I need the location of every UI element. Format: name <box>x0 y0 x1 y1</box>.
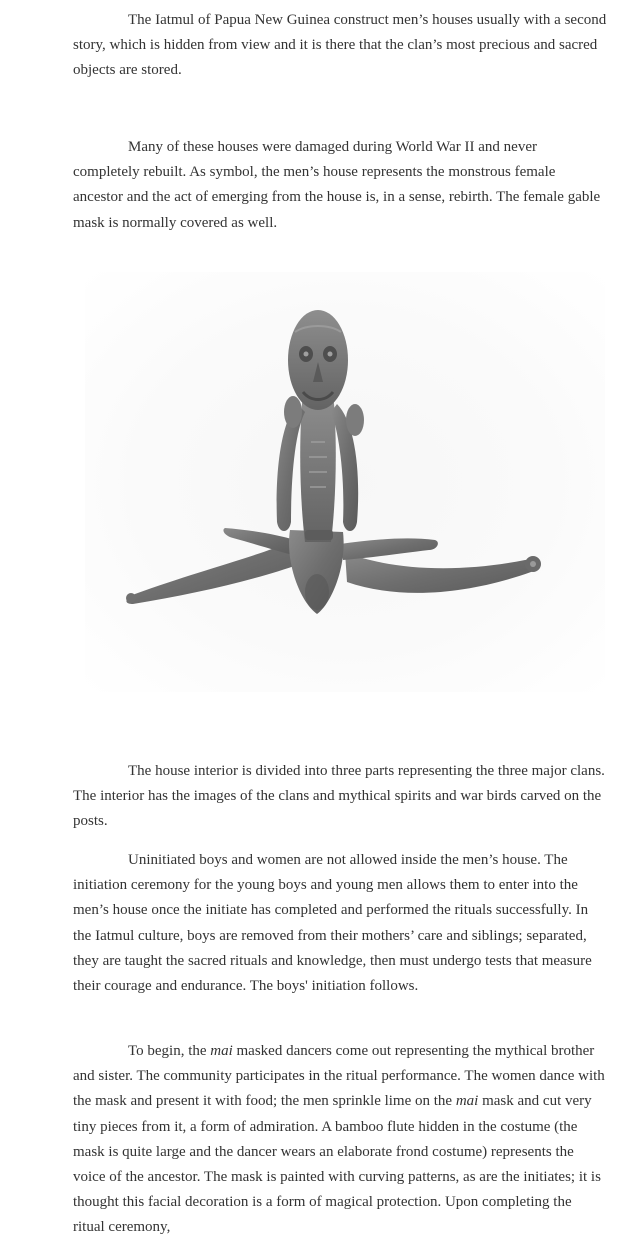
carved-figure-image <box>85 272 605 692</box>
carved-ancestor-figure-icon <box>85 272 605 692</box>
text-segment: mask and cut very tiny pieces from it, a form of admiration. A bamboo flute hidden in the costume (the mask is quite large and the dancer wears an elaborate frond costume) represents the voice of the ancestor. The mask is painted with curving patterns, as are the initiates; it is thought this facial decoration is a form of magical protection. Upon completing the ritual ceremony, <box>73 1093 601 1236</box>
paragraph-intro: The Iatmul of Papua New Guinea construct men’s houses usually with a second story, which is hidden from view and it is there that the clan’s most precious and sacred objects are stored. <box>73 12 607 79</box>
text-segment: To begin, the <box>128 1043 211 1059</box>
paragraph-house-interior: The house interior is divided into three parts representing the three major clans. The interior has the images of the clans and mythical spirits and war birds carved on the posts. <box>73 763 605 830</box>
text-segment: masked dancers come out representing the mythical brother and sister. The community participates in the ritual performance. The women dance with the mask and present it with food; the men sprinkle lime on the <box>73 1043 605 1110</box>
paragraph-mai-dancers <box>73 1039 607 1241</box>
paragraph-war-damage: Many of these houses were damaged during World War II and never completely rebuilt. As symbol, the men’s house represents the monstrous female ancestor and the act of emerging from the house is, in a sense, rebirth. The female gable mask is normally covered as well. <box>73 139 601 231</box>
term-mai: mai <box>210 1043 233 1059</box>
paragraph-initiation: Uninitiated boys and women are not allowed inside the men’s house. The initiation ceremony for the young boys and young men allows them to enter into the men’s house once the initiate has completed and performed the rituals successfully. In the Iatmul culture, boys are removed from their mothers’ care and siblings; separated, they are taught the sacred rituals and knowledge, then must undergo tests that measure their courage and endurance. The boys' initiation follows. <box>73 852 592 995</box>
term-mai: mai <box>455 1093 479 1110</box>
